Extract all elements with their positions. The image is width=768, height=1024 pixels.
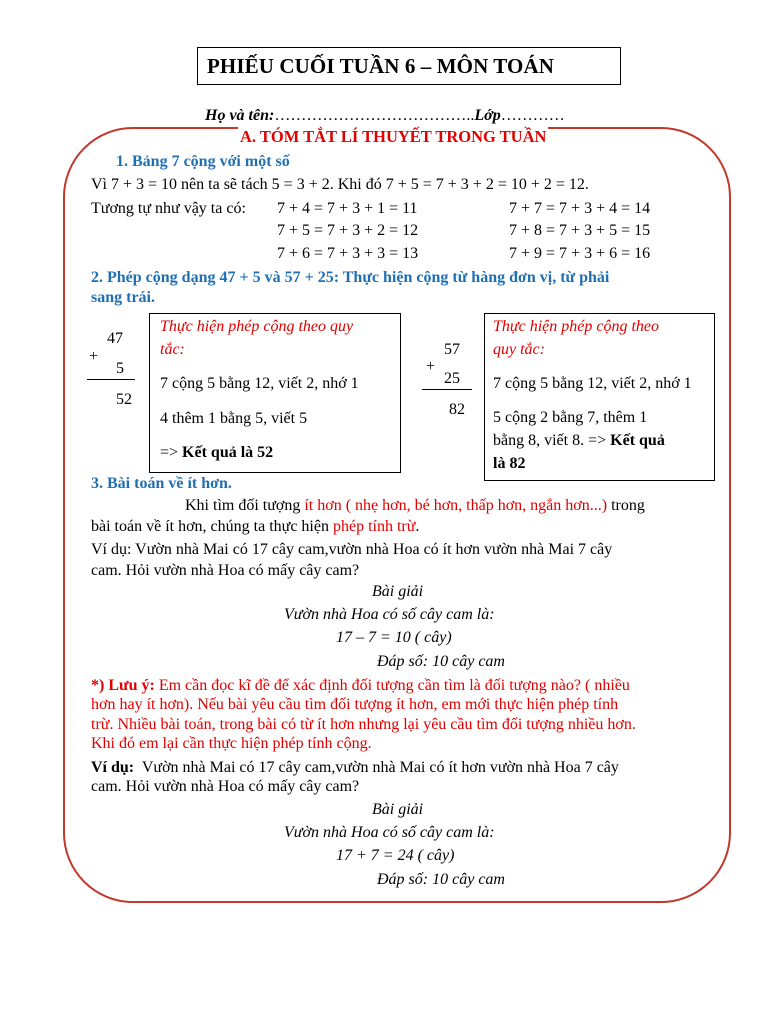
note-line4: Khi đó em lại cần thực hiện phép tính cộng. xyxy=(91,735,372,752)
section-a-title: A. TÓM TẮT LÍ THUYẾT TRONG TUẦN xyxy=(240,127,547,146)
example2-label: Ví dụ: xyxy=(91,759,135,776)
box1-step1: 7 cộng 5 bằng 12, viết 2, nhớ 1 xyxy=(160,375,359,392)
box1-rule-line2: tắc: xyxy=(160,341,185,358)
table-row: 7 + 5 = 7 + 3 + 2 = 12 xyxy=(277,222,419,239)
part2-heading-line2: sang trái. xyxy=(91,289,155,306)
table-row: 7 + 9 = 7 + 3 + 6 = 16 xyxy=(509,245,651,262)
example2-text: Vườn nhà Mai có 17 cây cam,vườn nhà Mai có ít hơn vườn nhà Hoa 7 cây xyxy=(134,759,619,776)
calc1-plus-sign: + xyxy=(89,348,99,365)
note-label: *) Lưu ý: xyxy=(91,677,155,694)
intro2-text-end: . xyxy=(415,518,420,535)
box1-result-bold: Kết quả là 52 xyxy=(182,444,274,461)
intro2-highlight: phép tính trừ xyxy=(332,518,416,535)
calc1-bottom-number: 5 xyxy=(116,360,124,377)
calc2-plus-sign: + xyxy=(426,358,436,375)
name-label: Họ và tên: xyxy=(205,107,275,124)
box2-step1: 7 cộng 5 bằng 12, viết 2, nhớ 1 xyxy=(493,375,692,392)
part1-heading: 1. Bảng 7 cộng với một số xyxy=(116,153,290,170)
box2-rule-line2: quy tắc: xyxy=(493,341,545,358)
class-blank: ………… xyxy=(500,107,565,124)
solution2-title: Bài giải xyxy=(372,801,424,818)
box2-step2-bold: Kết quả xyxy=(610,432,665,449)
name-blank: ……………………………….. xyxy=(274,107,475,124)
box1-result xyxy=(160,444,273,462)
calc2-bottom-number: 25 xyxy=(444,370,460,387)
box1-result-prefix: => xyxy=(160,444,183,461)
solution1-title: Bài giải xyxy=(372,583,424,600)
part3-heading: 3. Bài toán về ít hơn. xyxy=(91,475,232,492)
note-line2: hơn hay ít hơn). Nếu bài yêu cầu tìm đối tượng ít hơn, em mới thực hiện phép tính xyxy=(91,696,619,713)
solution1-statement: Vườn nhà Hoa có số cây cam là: xyxy=(284,606,495,623)
class-label: Lớp xyxy=(474,107,501,124)
box2-rule-line1: Thực hiện phép cộng theo xyxy=(493,318,660,335)
box2-step2-text: bằng 8, viết 8. => xyxy=(493,432,611,449)
table-row: 7 + 6 = 7 + 3 + 3 = 13 xyxy=(277,245,419,262)
box2-step2-line1: 5 cộng 2 bằng 7, thêm 1 xyxy=(493,409,648,426)
box1-step2: 4 thêm 1 bằng 5, viết 5 xyxy=(160,410,308,427)
note-text: Em cần đọc kĩ đề để xác định đối tượng cần tìm là đối tượng nào? ( nhiều xyxy=(154,677,630,694)
solution2-statement: Vườn nhà Hoa có số cây cam là: xyxy=(284,824,495,841)
solution1-answer: Đáp số: 10 cây cam xyxy=(377,653,505,670)
table-row: 7 + 4 = 7 + 3 + 1 = 11 xyxy=(277,200,418,217)
calc1-sum-line xyxy=(87,379,135,380)
note-line1 xyxy=(91,677,630,695)
solution2-calc: 17 + 7 = 24 ( cây) xyxy=(336,847,455,864)
calc2-sum-line xyxy=(422,389,472,390)
table-row: 7 + 7 = 7 + 3 + 4 = 14 xyxy=(509,200,651,217)
calc1-result: 52 xyxy=(116,391,132,408)
student-info-line xyxy=(205,107,565,125)
example1-line2: cam. Hỏi vườn nhà Hoa có mấy cây cam? xyxy=(91,562,360,579)
part3-intro-line2 xyxy=(91,518,419,536)
calc2-top-number: 57 xyxy=(444,341,460,358)
part1-explanation: Vì 7 + 3 = 10 nên ta sẽ tách 5 = 3 + 2. Khi đó 7 + 5 = 7 + 3 + 2 = 10 + 2 = 12. xyxy=(91,176,589,193)
example2-line2: cam. Hỏi vườn nhà Hoa có mấy cây cam? xyxy=(91,778,360,795)
part1-similar-label: Tương tự như vậy ta có: xyxy=(91,200,246,217)
box2-result: là 82 xyxy=(493,455,526,472)
solution1-calc: 17 – 7 = 10 ( cây) xyxy=(336,629,452,646)
calc2-result: 82 xyxy=(449,401,465,418)
box2-step2-line2 xyxy=(493,432,665,450)
solution2-answer: Đáp số: 10 cây cam xyxy=(377,871,505,888)
calc1-top-number: 47 xyxy=(107,330,123,347)
box1-rule-line1: Thực hiện phép cộng theo quy xyxy=(160,318,354,335)
example2-line1 xyxy=(91,759,619,777)
intro2-text: bài toán về ít hơn, chúng ta thực hiện xyxy=(91,518,333,535)
intro-highlight: ít hơn ( nhẹ hơn, bé hơn, thấp hơn, ngắn hơn...) xyxy=(304,497,608,514)
table-row: 7 + 8 = 7 + 3 + 5 = 15 xyxy=(509,222,651,239)
intro-text-end: trong xyxy=(607,497,645,514)
worksheet-title: PHIẾU CUỐI TUẦN 6 – MÔN TOÁN xyxy=(207,54,555,78)
part2-heading-line1: 2. Phép cộng dạng 47 + 5 và 57 + 25: Thực hiện cộng từ hàng đơn vị, từ phải xyxy=(91,269,610,286)
note-line3: trừ. Nhiều bài toán, trong bài có từ ít hơn nhưng lại yêu cầu tìm đối tượng nhiều hơn. xyxy=(91,716,636,733)
intro-text: Khi tìm đối tượng xyxy=(185,497,305,514)
example1-line1: Ví dụ: Vườn nhà Mai có 17 cây cam,vườn nhà Hoa có ít hơn vườn nhà Mai 7 cây xyxy=(91,541,613,558)
part3-intro-line1 xyxy=(185,497,645,515)
